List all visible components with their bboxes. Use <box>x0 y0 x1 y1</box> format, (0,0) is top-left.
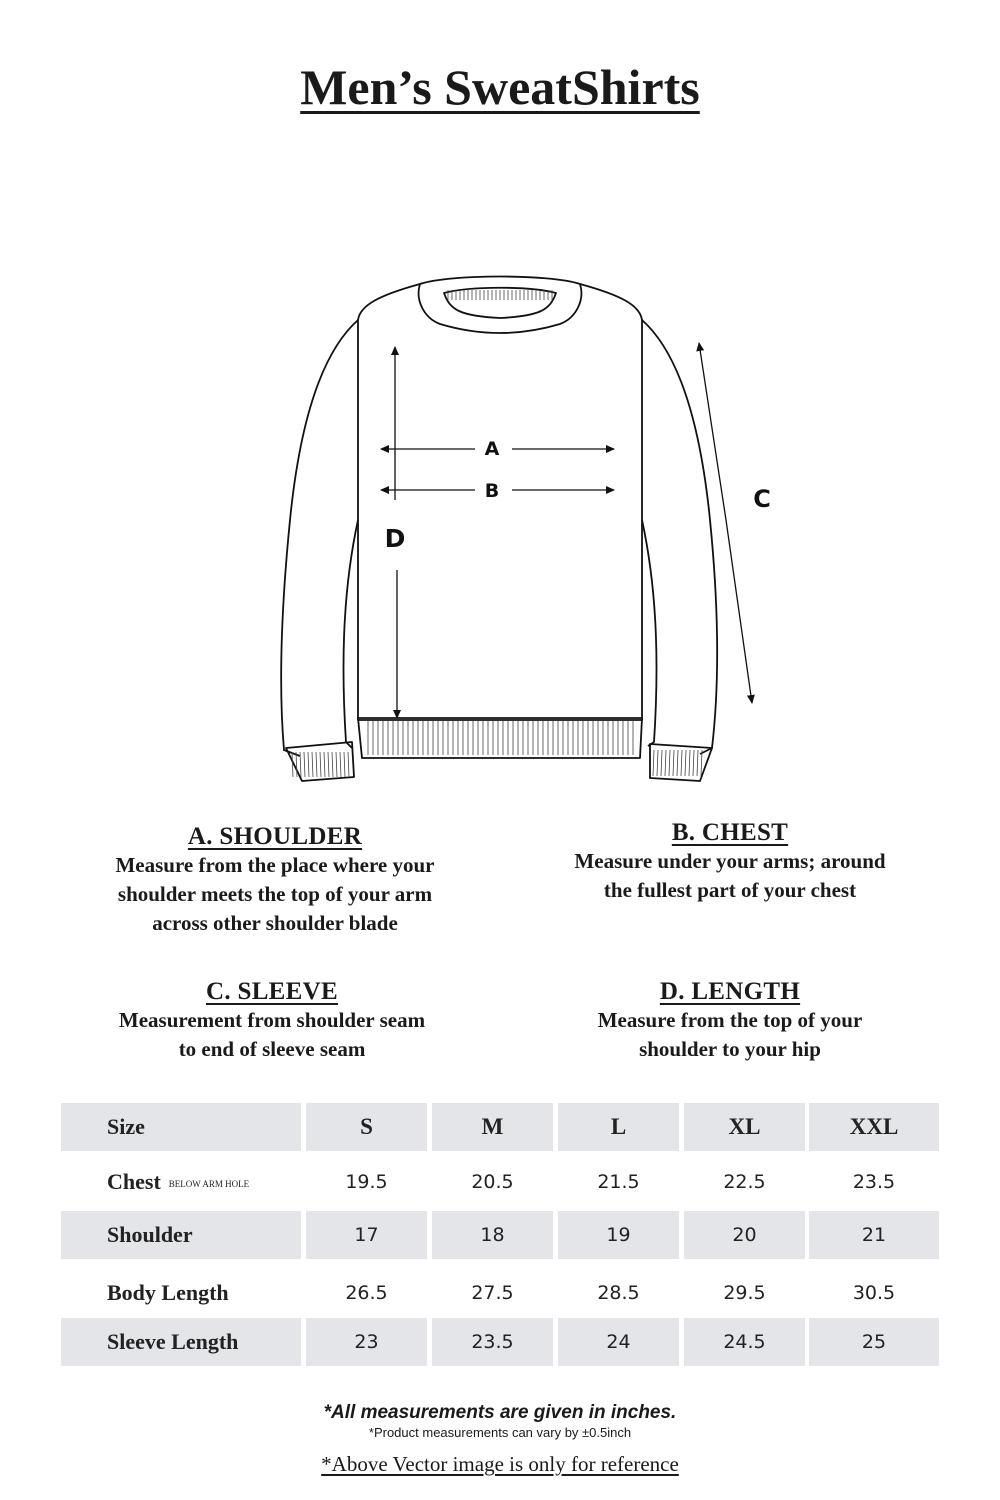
table-header-cell: XXL <box>809 1103 939 1151</box>
table-cell: 24.5 <box>684 1318 805 1366</box>
table-header-cell: XL <box>684 1103 805 1151</box>
section-text: Measure from the place where your shoulder meets the top of your arm across other shoulder blade <box>115 853 435 935</box>
label-a: A <box>484 438 500 460</box>
table-cell: 29.5 <box>723 1282 766 1304</box>
section-heading: A. SHOULDER <box>187 823 363 850</box>
section-sleeve <box>72 978 472 1064</box>
row-note: BELOW ARM HOLE <box>168 1179 250 1189</box>
section-shoulder <box>75 823 475 938</box>
row-label: Body Length <box>107 1280 229 1305</box>
arrow-c-down <box>726 520 752 703</box>
rib-texture <box>292 290 702 777</box>
table-row <box>61 1318 939 1366</box>
table-header-row <box>61 1103 939 1151</box>
page-title: Men’s SweatShirts <box>300 59 700 115</box>
section-text: Measurement from shoulder seam to end of sleeve seam <box>118 1008 426 1061</box>
section-heading: D. LENGTH <box>659 978 801 1005</box>
table-cell: 23 <box>306 1318 427 1366</box>
section-length <box>530 978 930 1064</box>
section-heading: C. SLEEVE <box>206 978 338 1005</box>
table-header-cell: S <box>306 1103 427 1151</box>
table-cell: 21 <box>809 1211 939 1259</box>
row-label-cell <box>61 1158 301 1206</box>
arrow-c-up <box>699 343 726 520</box>
footnote-reference: *Above Vector image is only for reference <box>321 1452 679 1476</box>
table-cell: 19.5 <box>345 1171 388 1193</box>
section-text: Measure under your arms; around the fullest part of your chest <box>574 849 886 902</box>
table-cell: 23.5 <box>852 1171 896 1193</box>
table-cell: 22.5 <box>723 1171 766 1193</box>
table-cell: 17 <box>306 1211 427 1259</box>
table-cell: 20 <box>684 1211 805 1259</box>
table-cell: 24 <box>558 1318 679 1366</box>
section-text: Measure from the top of your shoulder to your hip <box>597 1008 863 1061</box>
row-label: Chest <box>107 1169 161 1194</box>
section-chest <box>530 819 930 905</box>
table-header-cell: M <box>432 1103 553 1151</box>
footnote-units: *All measurements are given in inches. <box>323 1402 677 1423</box>
table-row <box>61 1211 939 1259</box>
table-row <box>61 1158 939 1206</box>
row-label: Sleeve Length <box>61 1318 301 1366</box>
table-cell: 18 <box>432 1211 553 1259</box>
label-c: C <box>753 485 771 513</box>
table-cell: 25 <box>809 1318 939 1366</box>
table-header-cell: Size <box>61 1103 301 1151</box>
table-cell: 19 <box>558 1211 679 1259</box>
table-header-cell: L <box>558 1103 679 1151</box>
section-heading: B. CHEST <box>671 819 789 846</box>
table-cell: 27.5 <box>471 1282 514 1304</box>
footnote-variance: *Product measurements can vary by ±0.5inch <box>368 1425 632 1440</box>
table-cell: 26.5 <box>345 1282 388 1304</box>
label-d: D <box>384 524 406 553</box>
table-row <box>61 1269 939 1317</box>
row-label: Shoulder <box>61 1211 301 1259</box>
table-cell: 23.5 <box>432 1318 553 1366</box>
table-cell: 20.5 <box>471 1171 514 1193</box>
sweatshirt-outline-icon <box>281 277 717 782</box>
table-cell: 30.5 <box>852 1282 896 1304</box>
label-b: B <box>484 480 500 502</box>
table-cell: 28.5 <box>597 1282 640 1304</box>
table-cell: 21.5 <box>597 1171 640 1193</box>
